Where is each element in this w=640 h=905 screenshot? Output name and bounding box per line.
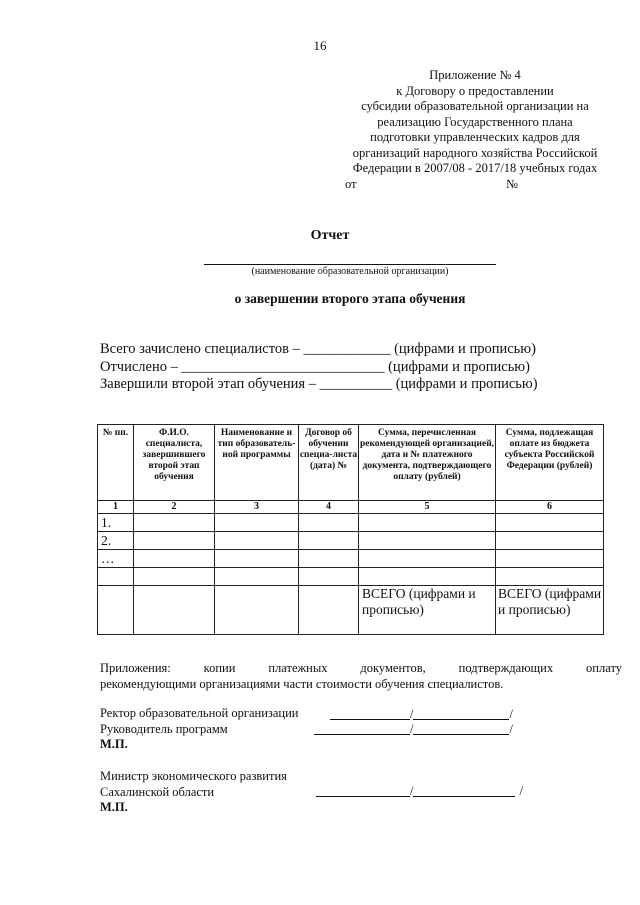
column-number: 2 [134,501,215,514]
appendix-line: организаций народного хозяйства Российской [352,145,598,160]
header-number: № пп. [98,425,134,501]
table-cell [359,568,496,586]
appendix-line: к Договору о предоставлении [396,83,554,98]
stamp-label: М.П. [100,800,128,814]
column-number-row [98,501,604,514]
table-cell [134,532,215,550]
header-program: Наименование и тип образователь-ной программы [215,425,299,501]
table-cell [299,550,359,568]
table-header-row [98,425,604,501]
expelled-count-line: Отчислено – ____________________________ (цифрами и прописью) [100,358,530,375]
minister-label: Министр экономического развития [100,769,287,783]
table-cell [134,586,215,635]
table-cell [215,586,299,635]
column-number: 1 [98,501,134,514]
row-number: … [98,550,134,568]
row-number [98,568,134,586]
table-row [98,568,604,586]
header-contract: Договор об обучении специа-листа (дата) № [299,425,359,501]
rector-label: Ректор образовательной организации [100,706,299,720]
table-cell [299,586,359,635]
signature-blank [413,708,509,720]
appendix-line: субсидии образовательной организации на [361,99,589,113]
attachments-line: Приложения: копии платежных документов, подтверждающих оплату [100,661,622,675]
row-number: 2. [98,532,134,550]
report-title: Отчет [310,228,350,243]
table-cell [215,514,299,532]
counts-block [100,341,538,394]
minister-signature-block [100,769,287,816]
table-cell [134,550,215,568]
completed-count-line: Завершили второй этап обучения – __________ (цифрами и прописью) [100,376,538,392]
signature-blank [413,785,515,797]
separator: / [509,707,513,721]
stamp-label: М.П. [100,737,128,751]
enrolled-count-line: Всего зачислено специалистов – ____________ (цифрами и прописью) [100,341,536,357]
table-row [98,514,604,532]
table-cell [215,532,299,550]
signature-blank [413,723,509,735]
row-number: 1. [98,514,134,532]
header-paid-sum: Сумма, перечисленная рекомендующей организацией, дата и № платежного документа, подтверждающего оплату (рублей) [359,425,496,501]
table-cell [98,586,134,635]
attachments-note [100,660,622,692]
page-number: 16 [313,38,327,53]
from-label: от [345,176,357,191]
org-name-caption: (наименование образовательной организации) [251,266,449,277]
table-cell [496,568,604,586]
column-number: 5 [359,501,496,514]
table-cell [215,550,299,568]
report-subtitle: о завершении второго этапа обучения [234,291,466,306]
table-cell [215,568,299,586]
column-number: 6 [496,501,604,514]
appendix-line: реализацию Государственного плана [377,114,573,129]
table-cell [299,532,359,550]
separator: / [509,722,513,736]
program-head-label: Руководитель программ [100,721,228,736]
appendix-line: Приложение № 4 [429,68,521,82]
program-head-signature-line [314,723,513,735]
minister-signature-line [316,785,523,797]
rector-signature-block [100,706,298,753]
total-paid-cell: ВСЕГО (цифрами и прописью) [359,586,496,635]
appendix-date-row [330,177,620,192]
table-row [98,532,604,550]
appendix-line: подготовки управленческих кадров для [370,130,580,144]
header-budget-sum: Сумма, подлежащая оплате из бюджета субъекта Российской Федерации (рублей) [496,425,604,501]
table-cell [496,550,604,568]
signature-blank [316,785,410,797]
table-cell [359,532,496,550]
separator: / [410,707,414,721]
appendix-line: Федерации в 2007/08 - 2017/18 учебных годах [352,161,598,175]
separator: / [519,784,523,798]
signature-blank [330,708,410,720]
table-cell [496,532,604,550]
report-table [97,424,604,635]
separator: / [410,722,414,736]
table-cell [299,514,359,532]
appendix-block [330,68,620,192]
table-cell [134,568,215,586]
table-cell [359,550,496,568]
table-total-row [98,586,604,635]
table-row [98,550,604,568]
number-label: № [506,176,518,191]
attachments-line: рекомендующими организациями части стоимости обучения специалистов. [100,677,504,691]
table-cell [496,514,604,532]
separator: / [410,784,414,798]
rector-signature-line [330,708,513,720]
header-name: Ф.И.О. специалиста, завершившего второй этап обучения [134,425,215,501]
table-cell [359,514,496,532]
table-cell [299,568,359,586]
total-budget-cell: ВСЕГО (цифрами и прописью) [496,586,604,635]
table-cell [134,514,215,532]
signature-blank [314,723,410,735]
region-label: Сахалинской области [100,784,215,799]
org-name-line [204,264,496,265]
column-number: 4 [299,501,359,514]
column-number: 3 [215,501,299,514]
